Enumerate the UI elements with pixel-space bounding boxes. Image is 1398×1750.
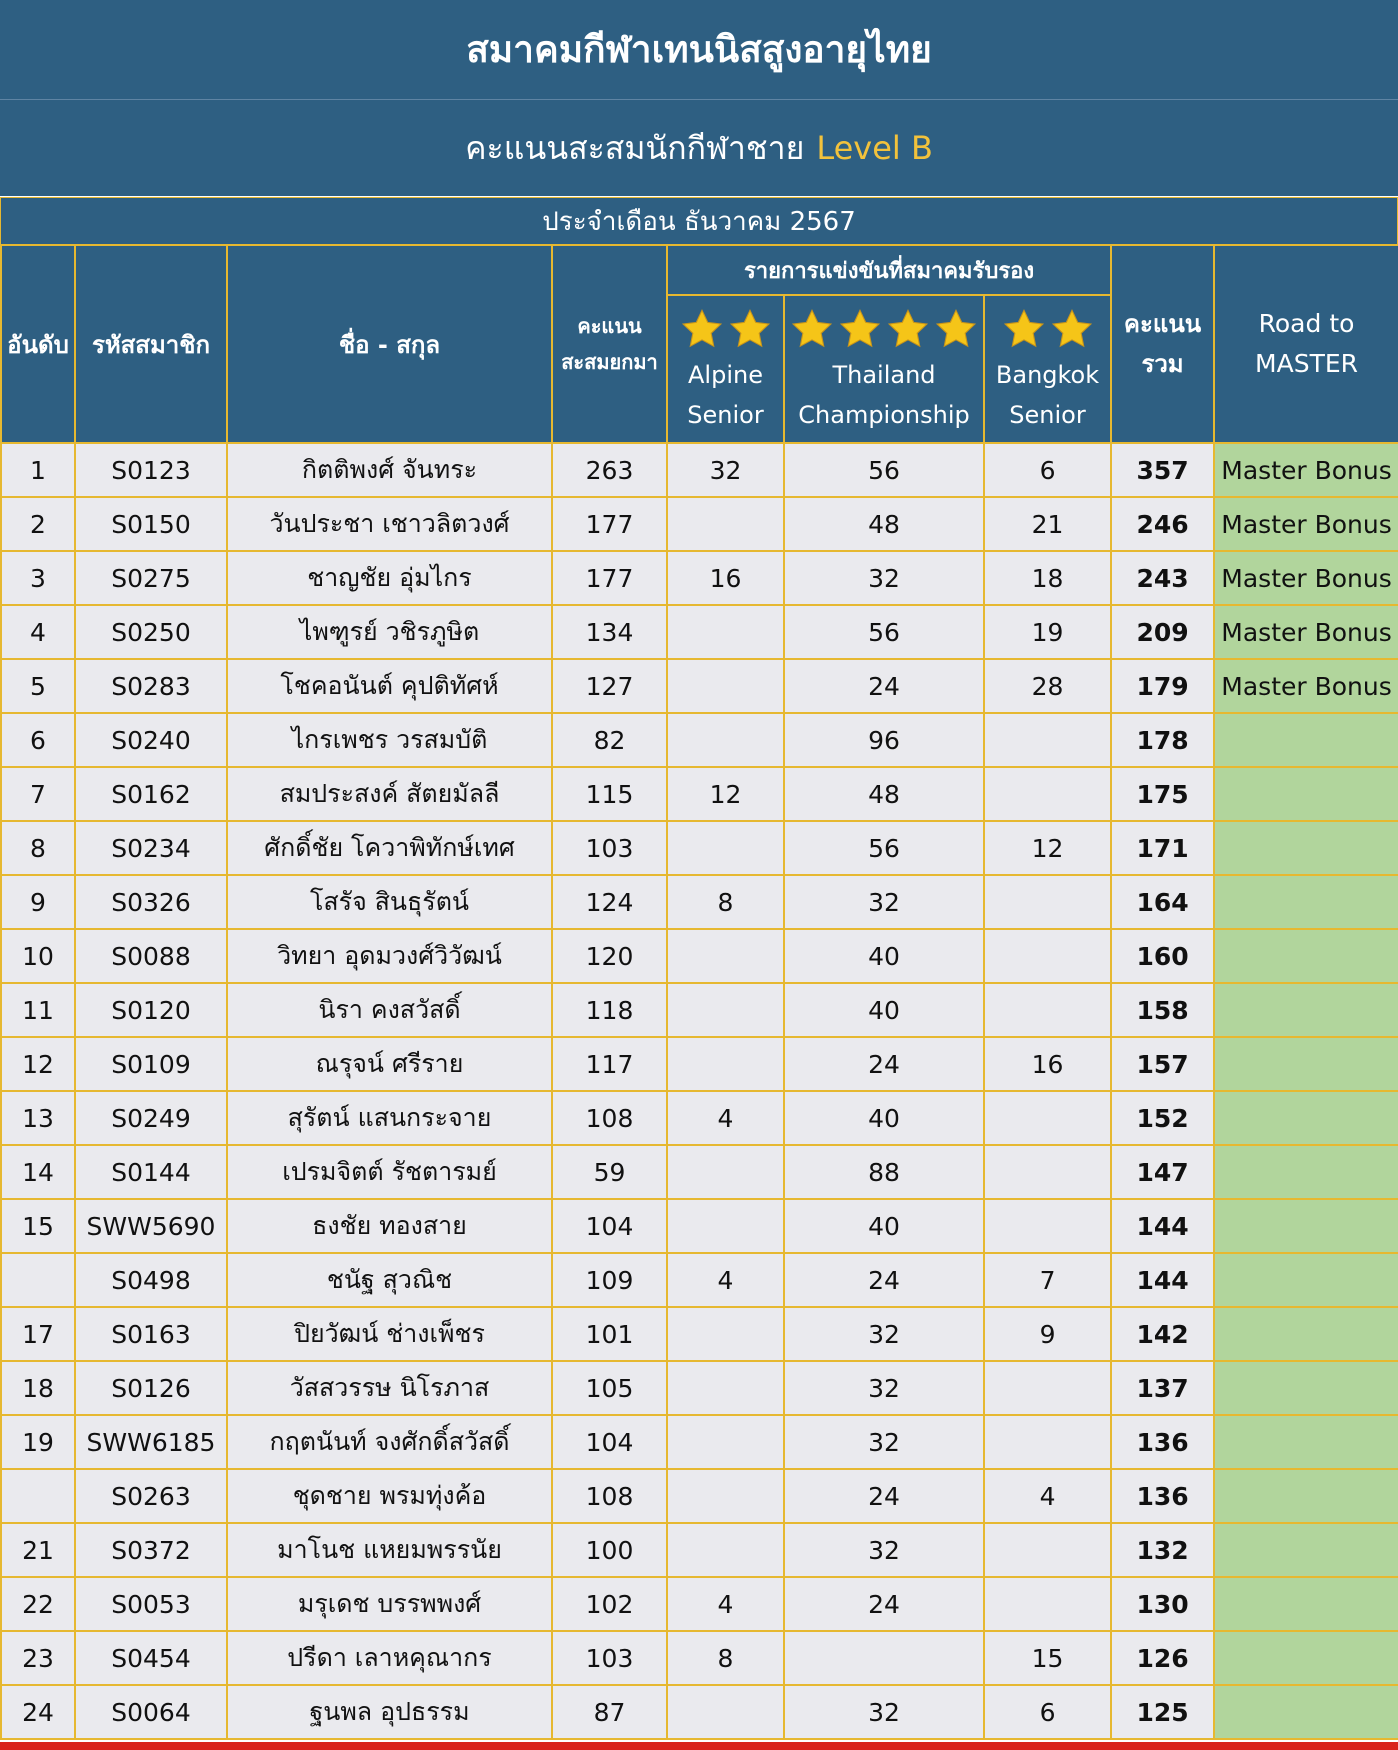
col-header-name: ชื่อ - สกุล [227,245,552,443]
table-row [1,1523,1398,1577]
cell-name: ศักดิ์ชัย โควาพิทักษ์เทศ [227,821,552,875]
cell-thailand-championship: 24 [784,1577,984,1631]
cell-carried-points: 109 [552,1253,667,1307]
cell-bangkok-senior: 21 [984,497,1111,551]
cell-rank: 24 [1,1685,75,1739]
cell-name: ปรีดา เลาหคุณากร [227,1631,552,1685]
cell-road-to-master: Master Bonus [1214,443,1398,497]
cell-rank: 7 [1,767,75,821]
cell-bangkok-senior: 18 [984,551,1111,605]
star-icon [728,307,772,351]
cell-road-to-master [1214,1685,1398,1739]
cell-member-id: S0053 [75,1577,227,1631]
table-row [1,605,1398,659]
cell-alpine-senior [667,1685,784,1739]
cell-thailand-championship: 48 [784,767,984,821]
cell-member-id: S0150 [75,497,227,551]
cell-carried-points: 59 [552,1145,667,1199]
cell-road-to-master [1214,1577,1398,1631]
cell-name: เปรมจิตต์ รัชตารมย์ [227,1145,552,1199]
cell-alpine-senior [667,1469,784,1523]
cell-alpine-senior: 16 [667,551,784,605]
cell-alpine-senior [667,1523,784,1577]
cell-rank: 4 [1,605,75,659]
cell-road-to-master [1214,929,1398,983]
cell-carried-points: 118 [552,983,667,1037]
cell-name: มรุเดช บรรพพงศ์ [227,1577,552,1631]
cell-road-to-master [1214,1469,1398,1523]
cell-total: 142 [1111,1307,1214,1361]
star-icon [1050,307,1094,351]
cell-road-to-master [1214,1253,1398,1307]
table-row [1,1469,1398,1523]
star-icon [934,307,978,351]
cell-total: 147 [1111,1145,1214,1199]
cell-name: ไพฑูรย์ วชิรภูษิต [227,605,552,659]
cell-alpine-senior [667,497,784,551]
table-row [1,1631,1398,1685]
cell-member-id: S0123 [75,443,227,497]
cell-alpine-senior [667,659,784,713]
cell-total: 178 [1111,713,1214,767]
cell-name: วิทยา อุดมวงศ์วิวัฒน์ [227,929,552,983]
cell-name: โชคอนันต์ คุปติทัศห์ [227,659,552,713]
cell-road-to-master [1214,767,1398,821]
event-stars-thailand [785,303,983,355]
cell-thailand-championship: 32 [784,875,984,929]
table-row [1,767,1398,821]
cell-bangkok-senior: 16 [984,1037,1111,1091]
cell-thailand-championship: 24 [784,1469,984,1523]
cell-carried-points: 108 [552,1091,667,1145]
cell-member-id: S0109 [75,1037,227,1091]
ranking-table [0,244,1398,1740]
cell-member-id: S0234 [75,821,227,875]
cell-carried-points: 127 [552,659,667,713]
cell-alpine-senior [667,929,784,983]
cell-name: กฤตนันท์ จงศักดิ์สวัสดิ์ [227,1415,552,1469]
cell-rank: 6 [1,713,75,767]
cell-rank [1,1253,75,1307]
table-row [1,1577,1398,1631]
cell-total: 136 [1111,1469,1214,1523]
ranking-rows [1,443,1398,1739]
cell-rank: 13 [1,1091,75,1145]
cell-thailand-championship: 56 [784,821,984,875]
cell-name: ปิยวัฒน์ ช่างเพ็ชร [227,1307,552,1361]
cell-member-id: S0064 [75,1685,227,1739]
cell-member-id: S0263 [75,1469,227,1523]
cell-thailand-championship: 56 [784,443,984,497]
cell-alpine-senior [667,821,784,875]
cell-carried-points: 103 [552,821,667,875]
cell-member-id: S0275 [75,551,227,605]
cell-road-to-master [1214,1523,1398,1577]
cell-alpine-senior: 4 [667,1091,784,1145]
cell-thailand-championship: 32 [784,551,984,605]
cell-road-to-master [1214,1415,1398,1469]
cell-thailand-championship: 32 [784,1307,984,1361]
cell-road-to-master [1214,1037,1398,1091]
cell-rank: 3 [1,551,75,605]
cell-rank: 11 [1,983,75,1037]
cell-carried-points: 263 [552,443,667,497]
cell-road-to-master: Master Bonus [1214,659,1398,713]
cell-total: 164 [1111,875,1214,929]
cell-total: 136 [1111,1415,1214,1469]
table-row [1,1199,1398,1253]
cell-road-to-master [1214,713,1398,767]
event-stars-alpine [668,303,783,355]
cell-road-to-master [1214,821,1398,875]
cell-member-id: S0240 [75,713,227,767]
cell-rank: 9 [1,875,75,929]
cell-total: 157 [1111,1037,1214,1091]
cell-carried-points: 104 [552,1415,667,1469]
col-header-alpine-senior: Alpine Senior [667,295,784,443]
subtitle-text: คะแนนสะสมนักกีฬาชาย [465,128,805,167]
cell-alpine-senior: 4 [667,1253,784,1307]
cell-alpine-senior: 12 [667,767,784,821]
cell-carried-points: 108 [552,1469,667,1523]
cell-name: สมประสงค์ สัตยมัลลี [227,767,552,821]
cell-carried-points: 102 [552,1577,667,1631]
cell-road-to-master [1214,1091,1398,1145]
cell-member-id: S0250 [75,605,227,659]
cell-thailand-championship: 24 [784,1037,984,1091]
cell-alpine-senior [667,1037,784,1091]
cell-rank: 14 [1,1145,75,1199]
cell-rank: 5 [1,659,75,713]
col-header-member-id: รหัสสมาชิก [75,245,227,443]
cell-total: 126 [1111,1631,1214,1685]
cell-bangkok-senior: 15 [984,1631,1111,1685]
cell-name: ฐนพล อุปธรรม [227,1685,552,1739]
cell-thailand-championship: 48 [784,497,984,551]
cell-member-id: S0498 [75,1253,227,1307]
col-header-rank: อันดับ [1,245,75,443]
cell-carried-points: 117 [552,1037,667,1091]
cell-rank: 17 [1,1307,75,1361]
table-row [1,1685,1398,1739]
cell-member-id: S0120 [75,983,227,1037]
event-stars-bangkok [985,303,1110,355]
col-header-total: คะแนน รวม [1111,245,1214,443]
cell-bangkok-senior [984,1361,1111,1415]
cell-alpine-senior: 8 [667,875,784,929]
cell-rank [1,1469,75,1523]
cell-carried-points: 82 [552,713,667,767]
cell-thailand-championship: 32 [784,1415,984,1469]
cell-bangkok-senior: 12 [984,821,1111,875]
cell-total: 144 [1111,1199,1214,1253]
cell-member-id: S0162 [75,767,227,821]
table-row [1,551,1398,605]
cell-alpine-senior: 32 [667,443,784,497]
association-title: สมาคมกีฬาเทนนิสสูงอายุไทย [466,28,932,71]
cell-carried-points: 177 [552,497,667,551]
cell-total: 152 [1111,1091,1214,1145]
cell-rank: 10 [1,929,75,983]
table-row [1,713,1398,767]
cell-thailand-championship: 96 [784,713,984,767]
cell-total: 125 [1111,1685,1214,1739]
cell-name: นิรา คงสวัสดิ์ [227,983,552,1037]
col-header-carried-points: คะแนน สะสมยกมา [552,245,667,443]
cell-name: กิตติพงศ์ จันทระ [227,443,552,497]
cell-bangkok-senior [984,1577,1111,1631]
cell-total: 132 [1111,1523,1214,1577]
cell-total: 246 [1111,497,1214,551]
cell-thailand-championship [784,1631,984,1685]
cell-rank: 18 [1,1361,75,1415]
cell-road-to-master: Master Bonus [1214,605,1398,659]
cell-name: ชาญชัย อุ่มไกร [227,551,552,605]
table-row [1,983,1398,1037]
cell-thailand-championship: 40 [784,1091,984,1145]
bottom-red-line [0,1742,1398,1750]
cell-member-id: S0144 [75,1145,227,1199]
cell-member-id: S0126 [75,1361,227,1415]
star-icon [838,307,882,351]
cell-rank: 23 [1,1631,75,1685]
cell-bangkok-senior [984,1523,1111,1577]
cell-bangkok-senior [984,1145,1111,1199]
star-icon [790,307,834,351]
table-row [1,1145,1398,1199]
cell-thailand-championship: 40 [784,929,984,983]
table-row [1,929,1398,983]
cell-total: 130 [1111,1577,1214,1631]
cell-name: ธงชัย ทองสาย [227,1199,552,1253]
table-row [1,1253,1398,1307]
page-title [0,0,1398,100]
cell-carried-points: 134 [552,605,667,659]
cell-bangkok-senior: 6 [984,443,1111,497]
cell-thailand-championship: 32 [784,1685,984,1739]
cell-bangkok-senior [984,983,1111,1037]
cell-bangkok-senior [984,1199,1111,1253]
cell-road-to-master: Master Bonus [1214,551,1398,605]
cell-name: ไกรเพชร วรสมบัติ [227,713,552,767]
table-row [1,1037,1398,1091]
cell-bangkok-senior [984,1091,1111,1145]
cell-road-to-master [1214,1361,1398,1415]
cell-rank: 22 [1,1577,75,1631]
cell-total: 357 [1111,443,1214,497]
cell-carried-points: 177 [552,551,667,605]
cell-thailand-championship: 88 [784,1145,984,1199]
level-label: Level B [816,129,933,167]
cell-name: มาโนช แหยมพรรนัย [227,1523,552,1577]
page-subtitle [0,100,1398,196]
cell-thailand-championship: 40 [784,983,984,1037]
cell-name: สุรัตน์ แสนกระจาย [227,1091,552,1145]
cell-carried-points: 101 [552,1307,667,1361]
cell-carried-points: 120 [552,929,667,983]
cell-total: 243 [1111,551,1214,605]
table-row [1,1415,1398,1469]
cell-member-id: S0249 [75,1091,227,1145]
cell-alpine-senior: 8 [667,1631,784,1685]
cell-total: 179 [1111,659,1214,713]
cell-total: 158 [1111,983,1214,1037]
table-row [1,443,1398,497]
cell-total: 175 [1111,767,1214,821]
table-row [1,1307,1398,1361]
period-bar [0,197,1398,246]
cell-rank: 8 [1,821,75,875]
col-header-bangkok-senior: Bangkok Senior [984,295,1111,443]
cell-road-to-master: Master Bonus [1214,497,1398,551]
cell-alpine-senior [667,1145,784,1199]
cell-carried-points: 103 [552,1631,667,1685]
cell-rank: 2 [1,497,75,551]
cell-alpine-senior [667,983,784,1037]
cell-bangkok-senior: 28 [984,659,1111,713]
cell-bangkok-senior: 19 [984,605,1111,659]
cell-rank: 21 [1,1523,75,1577]
table-row [1,1361,1398,1415]
cell-carried-points: 105 [552,1361,667,1415]
cell-thailand-championship: 24 [784,1253,984,1307]
cell-total: 209 [1111,605,1214,659]
cell-total: 137 [1111,1361,1214,1415]
cell-rank: 19 [1,1415,75,1469]
cell-carried-points: 87 [552,1685,667,1739]
cell-total: 144 [1111,1253,1214,1307]
cell-member-id: S0372 [75,1523,227,1577]
cell-member-id: S0326 [75,875,227,929]
cell-name: โสรัจ สินธุรัตน์ [227,875,552,929]
cell-road-to-master [1214,1631,1398,1685]
cell-thailand-championship: 24 [784,659,984,713]
cell-bangkok-senior [984,929,1111,983]
cell-name: ณรุจน์ ศรีราย [227,1037,552,1091]
col-header-events-group: รายการแข่งขันที่สมาคมรับรอง [667,245,1111,295]
cell-bangkok-senior [984,875,1111,929]
cell-alpine-senior [667,1199,784,1253]
table-row [1,1091,1398,1145]
cell-road-to-master [1214,1307,1398,1361]
cell-total: 171 [1111,821,1214,875]
star-icon [1002,307,1046,351]
cell-alpine-senior [667,713,784,767]
col-header-road-to-master: Road to MASTER [1214,245,1398,443]
cell-total: 160 [1111,929,1214,983]
cell-rank: 15 [1,1199,75,1253]
table-row [1,659,1398,713]
cell-thailand-championship: 32 [784,1361,984,1415]
table-row [1,497,1398,551]
cell-member-id: S0454 [75,1631,227,1685]
cell-alpine-senior [667,1307,784,1361]
cell-alpine-senior [667,605,784,659]
star-icon [680,307,724,351]
table-row [1,821,1398,875]
cell-carried-points: 100 [552,1523,667,1577]
cell-road-to-master [1214,983,1398,1037]
cell-alpine-senior [667,1361,784,1415]
cell-member-id: SWW5690 [75,1199,227,1253]
cell-name: ชุดชาย พรมทุ่งค้อ [227,1469,552,1523]
table-row [1,875,1398,929]
cell-name: วันประชา เชาวลิตวงศ์ [227,497,552,551]
cell-rank: 12 [1,1037,75,1091]
cell-road-to-master [1214,875,1398,929]
cell-road-to-master [1214,1145,1398,1199]
cell-rank: 1 [1,443,75,497]
cell-bangkok-senior: 7 [984,1253,1111,1307]
cell-road-to-master [1214,1199,1398,1253]
cell-carried-points: 124 [552,875,667,929]
cell-bangkok-senior: 6 [984,1685,1111,1739]
cell-bangkok-senior [984,1415,1111,1469]
star-icon [886,307,930,351]
cell-bangkok-senior [984,767,1111,821]
cell-bangkok-senior: 9 [984,1307,1111,1361]
cell-member-id: S0283 [75,659,227,713]
cell-name: ชนัฐ สุวณิช [227,1253,552,1307]
cell-alpine-senior: 4 [667,1577,784,1631]
cell-alpine-senior [667,1415,784,1469]
cell-carried-points: 104 [552,1199,667,1253]
period-text: ประจำเดือน ธันวาคม 2567 [542,207,856,237]
cell-member-id: S0088 [75,929,227,983]
cell-member-id: S0163 [75,1307,227,1361]
cell-name: วัสสวรรษ นิโรภาส [227,1361,552,1415]
cell-carried-points: 115 [552,767,667,821]
cell-bangkok-senior [984,713,1111,767]
col-header-thailand-championship: Thailand Championship [784,295,984,443]
cell-thailand-championship: 56 [784,605,984,659]
cell-member-id: SWW6185 [75,1415,227,1469]
cell-thailand-championship: 40 [784,1199,984,1253]
cell-bangkok-senior: 4 [984,1469,1111,1523]
cell-thailand-championship: 32 [784,1523,984,1577]
